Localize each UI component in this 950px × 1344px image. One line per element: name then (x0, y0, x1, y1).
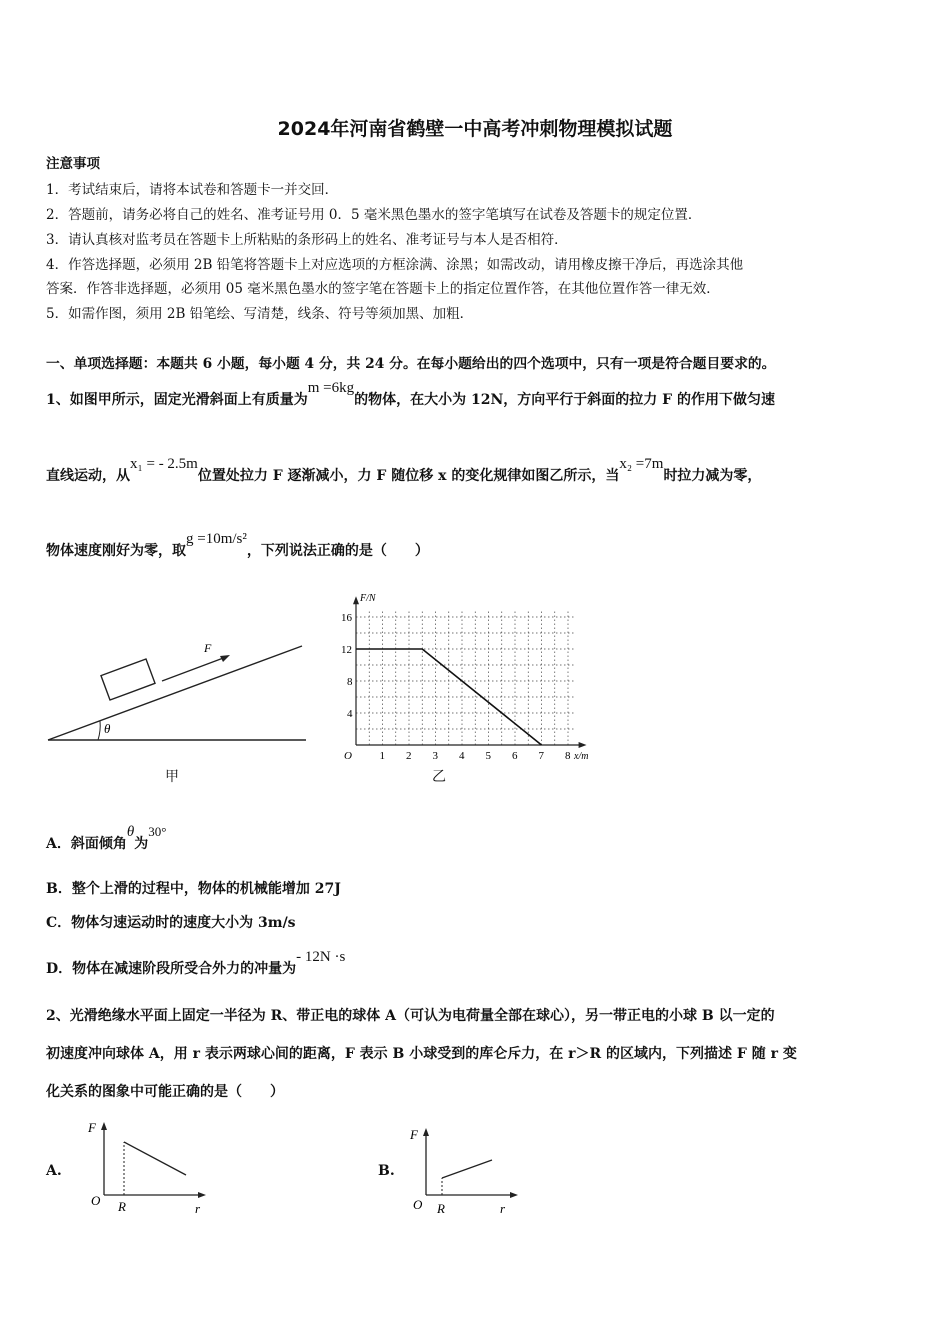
notice-item: 1．考试结束后，请将本试卷和答题卡一并交回． (46, 182, 339, 198)
notice-item: 2．答题前，请务必将自己的姓名、准考证号用 0．5 毫米黑色墨水的签字笔填写在试卷及答题卡的规定位置． (46, 207, 702, 223)
y-tick-label: 8 (347, 676, 353, 688)
y-tick-label: 12 (341, 644, 352, 656)
x-tick-label: 2 (406, 750, 412, 762)
origin-label: O (344, 750, 352, 762)
q2-line2: 初速度冲向球体 A，用 r 表示两球心间的距离，F 表示 B 小球受到的库仑斥力，在 r＞R 的区域内，下列描述 F 随 r 变 (46, 1046, 797, 1062)
q2-line1: 2、光滑绝缘水平面上固定一半径为 R、带正电的球体 A（可认为电荷量全部在球心），另一带正电的小球 B 以一定的 (46, 1008, 775, 1024)
block (101, 659, 155, 700)
x-tick-label: 8 (565, 750, 571, 762)
q2-line3: 化关系的图象中可能正确的是（ ） (46, 1084, 284, 1100)
svg-text:R: R (437, 1201, 445, 1216)
x-tick-label: 7 (538, 750, 544, 762)
q1-line1: 1、如图甲所示，固定光滑斜面上有质量为m =6kg的物体，在大小为 12N，方向平行于斜面的拉力 F 的作用下做匀速 (46, 380, 775, 408)
q1-line3: 物体速度刚好为零，取g =10m/s²，下列说法正确的是（ ） (46, 531, 429, 559)
figure-jia-label: 甲 (165, 769, 179, 785)
option-a[interactable]: A．斜面倾角θ为30° (46, 824, 167, 852)
angle-arc (98, 721, 100, 740)
q2-option-a-label[interactable]: A. (46, 1163, 62, 1179)
svg-text:F: F (88, 1120, 96, 1135)
svg-text:F: F (410, 1127, 418, 1142)
y-tick-label: 16 (341, 612, 352, 624)
q2-graph-a[interactable] (82, 1118, 212, 1218)
x-axis-label: x/m (574, 751, 589, 762)
page-title: 2024年河南省鹤壁一中高考冲刺物理模拟试题 (277, 118, 673, 140)
notice-item: 4．作答选择题，必须用 2B 铅笔将答题卡上对应选项的方框涂满、涂黑；如需改动，请用橡皮擦干净后，再选涂其他 (46, 257, 744, 273)
x-axis-arrow (579, 742, 587, 748)
y-axis-arrow (353, 596, 359, 604)
curve-b (442, 1160, 492, 1178)
option-c[interactable]: C．物体匀速运动时的速度大小为 3m/s (46, 915, 296, 931)
x-tick-label: 5 (485, 750, 491, 762)
theta-label: θ (104, 721, 111, 736)
notice-item: 5．如需作图，须用 2B 铅笔绘、写清楚，线条、符号等须加黑、加粗． (46, 306, 474, 322)
q2-graph-b[interactable] (404, 1124, 524, 1219)
curve-a (124, 1142, 186, 1175)
svg-text:R: R (118, 1199, 126, 1214)
arrow-head (220, 655, 230, 662)
svg-text:O: O (91, 1193, 101, 1208)
option-b[interactable]: B．整个上滑的过程中，物体的机械能增加 27J (46, 881, 341, 897)
x-tick-label: 6 (512, 750, 518, 762)
svg-text:r: r (500, 1201, 506, 1216)
notice-heading: 注意事项 (46, 156, 100, 172)
y-tick-label: 4 (347, 708, 353, 720)
y-axis-label: F/N (360, 593, 376, 604)
figure-incline (40, 630, 310, 755)
force-label: F (204, 641, 212, 655)
incline-surface (48, 646, 302, 740)
notice-item: 3．请认真核对监考员在答题卡上所粘贴的条形码上的姓名、准考证号与本人是否相符． (46, 232, 568, 248)
x-tick-label: 4 (459, 750, 465, 762)
svg-text:r: r (195, 1201, 201, 1216)
q2-option-b-label[interactable]: B. (378, 1163, 395, 1179)
option-d[interactable]: D．物体在减速阶段所受合外力的冲量为- 12N ·s (46, 949, 346, 977)
svg-text:O: O (413, 1197, 423, 1212)
x-tick-label: 1 (379, 750, 385, 762)
figure-fx-chart (330, 580, 610, 770)
x-tick-label: 3 (432, 750, 438, 762)
notice-item: 答案．作答非选择题，必须用 05 毫米黑色墨水的签字笔在答题卡上的指定位置作答，在其他位置作答一律无效． (46, 281, 720, 297)
figure-yi-label: 乙 (432, 769, 446, 785)
section-heading: 一、单项选择题：本题共 6 小题，每小题 4 分，共 24 分。在每小题给出的四个选项中，只有一项是符合题目要求的。 (46, 356, 776, 372)
q1-line2: 直线运动，从x₁ = - 2.5m位置处拉力 F 逐渐减小，力 F 随位移 x 的变化规律如图乙所示，当x₂ =7m时拉力减为零， (46, 456, 762, 484)
